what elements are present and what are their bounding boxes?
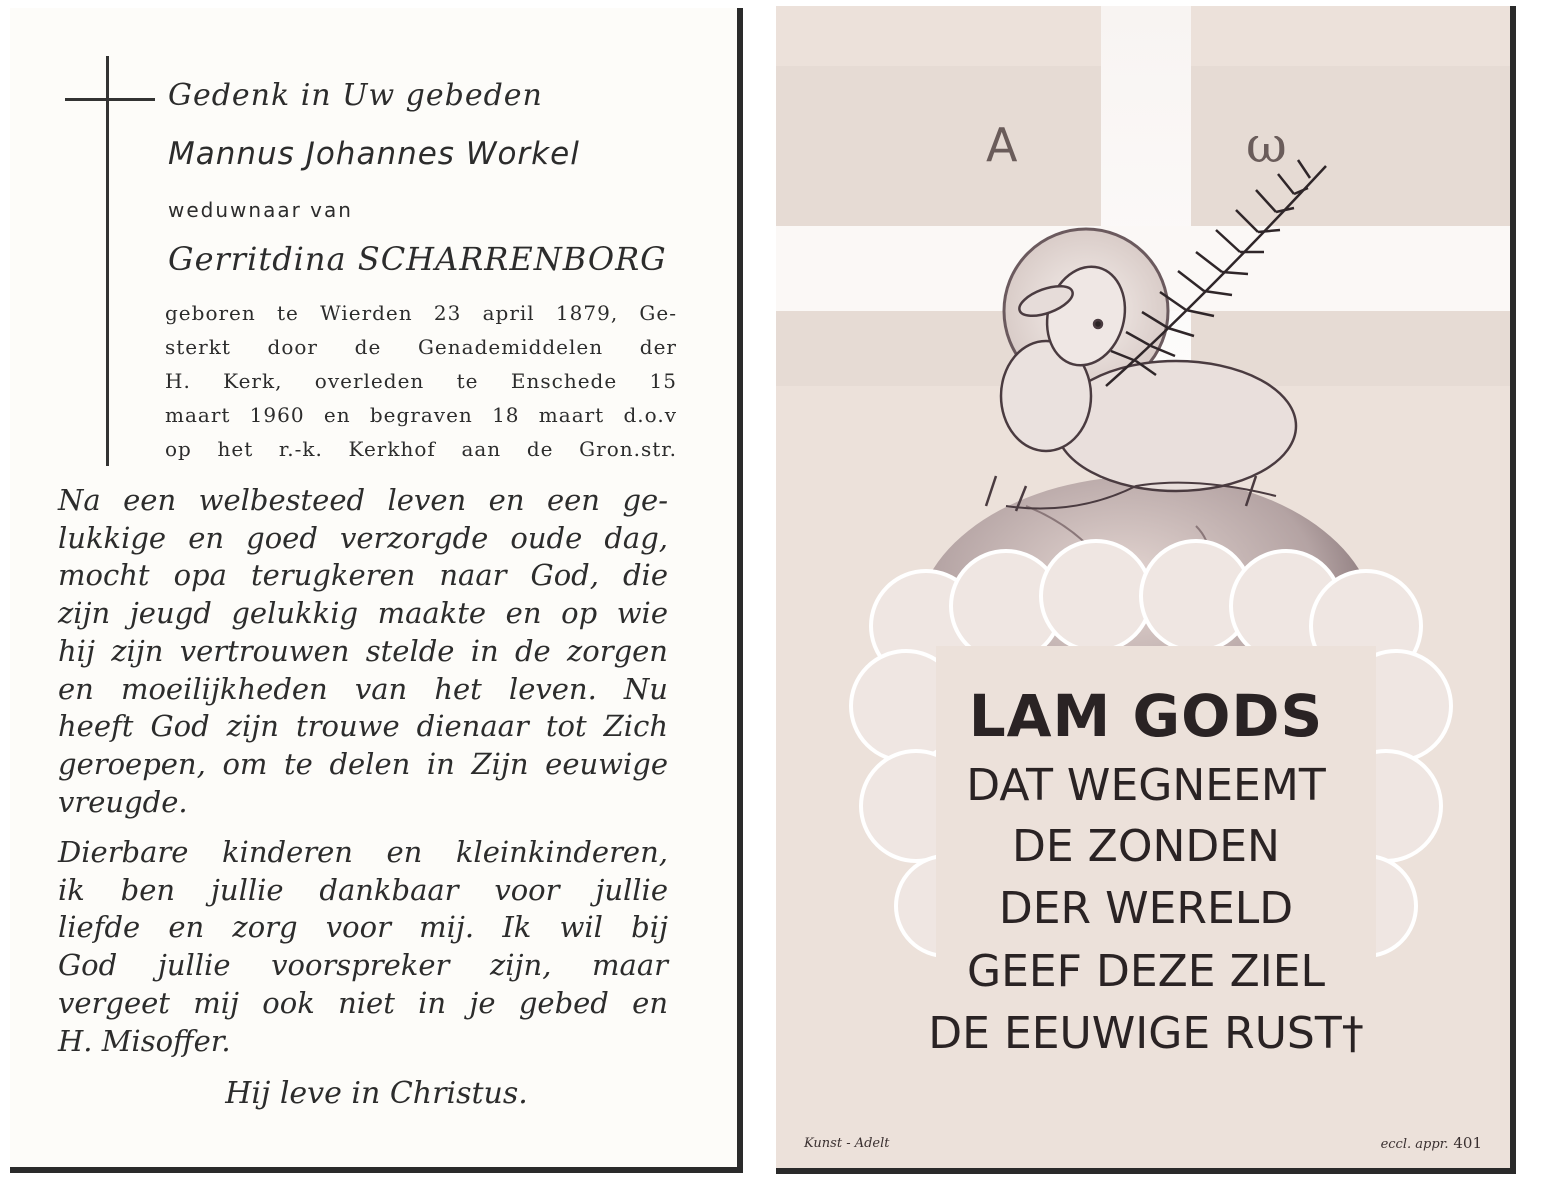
bio-line: maart 1960 en begraven 18 maart d.o.v [165, 403, 677, 427]
spouse-name: Gerritdina SCHARRENBORG [168, 240, 667, 278]
memorial-card-text-side [10, 8, 743, 1173]
verse-line: DE ZONDEN [1012, 821, 1280, 872]
deceased-name: Mannus Johannes Workel [168, 136, 580, 172]
paragraph-line: God jullie voorspreker zijn, maar [58, 948, 668, 983]
omega-symbol: ω [1246, 116, 1287, 174]
paragraph-line: heeft God zijn trouwe dienaar tot Zich [58, 709, 668, 744]
paragraph-line: hij zijn vertrouwen stelde in de zorgen [58, 633, 668, 668]
approval-label: eccl. appr. [1380, 1137, 1449, 1152]
verse-line: DER WERELD [998, 883, 1294, 934]
gedenk-line: Gedenk in Uw gebeden [168, 78, 543, 113]
lamb-of-god-illustration [776, 6, 1516, 1174]
paragraph-line: vergeet mij ook niet in je gebed en [58, 985, 668, 1020]
paragraph-farewell [58, 834, 668, 1060]
approval-number: 401 [1453, 1134, 1482, 1152]
bio-line: sterkt door de Genademiddelen der [165, 335, 677, 359]
paragraph-line: liefde en zorg voor mij. Ik wil bij [58, 910, 668, 945]
paragraph-life [58, 482, 668, 821]
closing-line: Hij leve in Christus. [225, 1076, 528, 1111]
alpha-symbol: A [986, 118, 1018, 172]
verse-line: DAT WEGNEEMT [966, 760, 1326, 811]
paragraph-line: geroepen, om te delen in Zijn eeuwige [58, 746, 668, 781]
bio-line: geboren te Wierden 23 april 1879, Ge- [165, 301, 677, 325]
artist-credit: Kunst - Adelt [804, 1136, 890, 1151]
verse-title: LAM GODS [968, 682, 1324, 750]
verse-line: GEEF DEZE ZIEL [966, 946, 1326, 997]
paragraph-line: vreugde. [58, 784, 188, 819]
paragraph-line: zijn jeugd gelukkig maakte en op wie [58, 596, 668, 631]
cross-icon [106, 56, 109, 466]
verse-line: DE EEUWIGE RUST† [928, 1008, 1364, 1059]
biography [165, 296, 677, 466]
widower-label: weduwnaar van [168, 198, 353, 222]
approval-mark [1381, 1134, 1482, 1152]
memorial-card-image-side [776, 6, 1516, 1174]
paragraph-line: H. Misoffer. [58, 1023, 231, 1058]
paragraph-line: mocht opa terugkeren naar God, die [58, 558, 668, 593]
paragraph-line: lukkige en goed verzorgde oude dag, [58, 520, 668, 555]
bio-line: H. Kerk, overleden te Enschede 15 [165, 369, 677, 393]
cross-bar [65, 98, 155, 101]
paragraph-line: ik ben jullie dankbaar voor jullie [58, 872, 668, 907]
bio-line: op het r.-k. Kerkhof aan de Gron.str. [165, 437, 677, 461]
paragraph-line: Dierbare kinderen en kleinkinderen, [58, 835, 668, 869]
paragraph-line: Na een welbesteed leven en een ge- [58, 483, 668, 517]
paragraph-line: en moeilijkheden van het leven. Nu [58, 671, 668, 706]
